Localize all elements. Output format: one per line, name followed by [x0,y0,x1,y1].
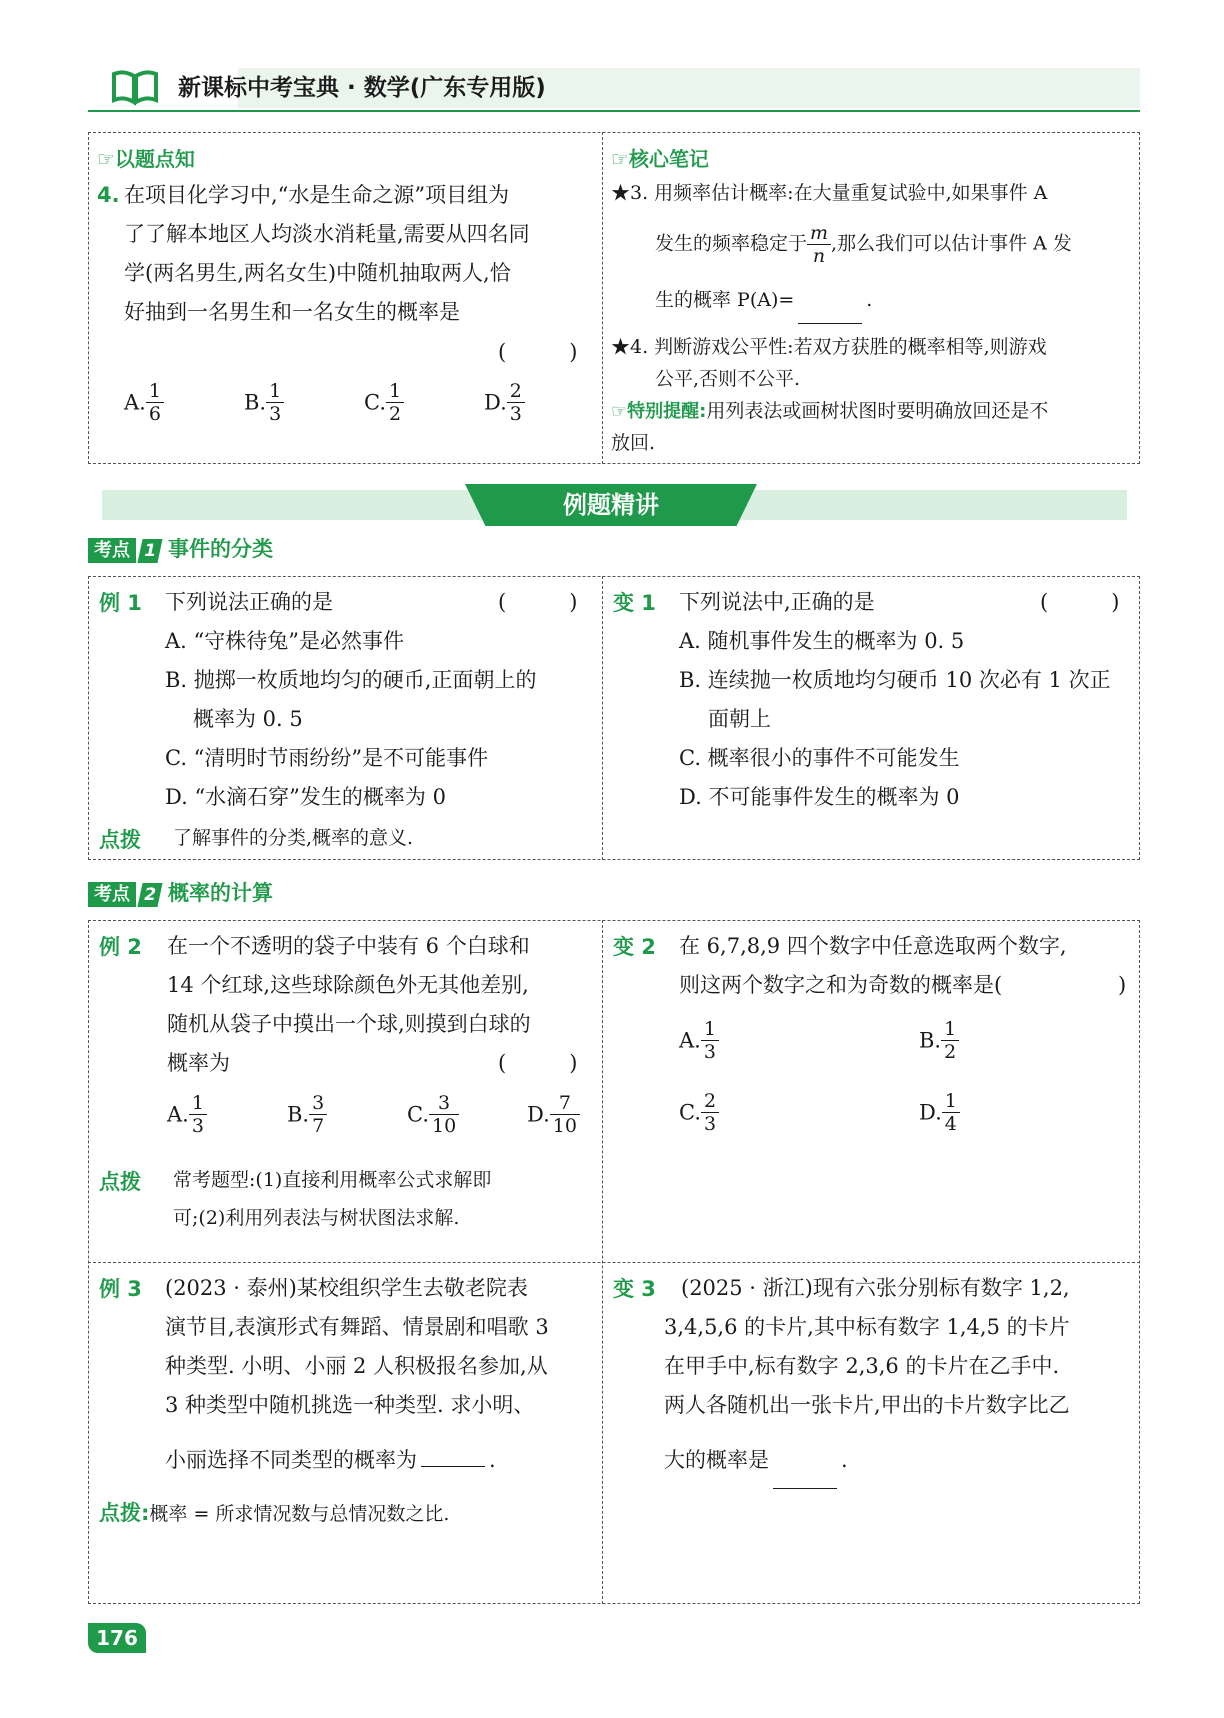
variant-line: (2025 · 浙江)现有六张分别标有数字 1,2, [681,1276,1070,1300]
example-tag: 例 2 [99,935,142,959]
note-text: 生的概率 P(A)= [655,289,795,311]
option-b [919,1018,959,1063]
variant-line: 3,4,5,6 的卡片,其中标有数字 1,4,5 的卡片 [664,1315,1070,1339]
variant-tag: 变 1 [613,591,656,615]
section-title: 事件的分类 [168,537,273,561]
example-line: 种类型. 小明、小丽 2 人积极报名参加,从 [165,1354,548,1378]
hint-text: 常考题型:(1)直接利用概率公式求解即 [173,1169,492,1191]
option-line: B. 抛掷一枚质地均匀的硬币,正面朝上的 [165,668,537,692]
denominator: 3 [191,1115,204,1137]
option-a [167,1092,207,1137]
option-d [527,1092,580,1137]
note-4-line: ★4. 判断游戏公平性:若双方获胜的概率相等,则游戏 [611,336,1047,358]
denominator: 2 [389,403,402,425]
denominator: 4 [944,1113,957,1135]
denominator: 3 [269,403,282,425]
example-line: 14 个红球,这些球除颜色外无其他差别, [167,973,529,997]
example-text: . [489,1448,496,1472]
question-4-line: 了了解本地区人均淡水消耗量,需要从四名同 [124,222,530,246]
answer-blank [421,1466,485,1467]
example-line: 3 种类型中随机挑选一种类型. 求小明、 [165,1393,535,1417]
denominator: 3 [509,403,522,425]
hint-text: 概率 = 所求情况数与总情况数之比. [149,1503,450,1525]
option-letter: C. [679,1100,701,1125]
option-line: 概率为 0. 5 [193,707,303,731]
hint-text: 了解事件的分类,概率的意义. [173,827,414,849]
note-3-line [655,283,872,317]
numerator: 2 [701,1090,719,1113]
hint-tag: 点拨 [99,828,141,852]
numerator: 1 [386,380,404,403]
variant-tag: 变 3 [613,1277,656,1301]
question-number: 4. [97,183,120,207]
answer-paren: ( ) [498,1051,578,1075]
book-title: 新课标中考宝典 · 数学(广东专用版) [178,75,546,101]
hint-tag: 点拨: [99,1501,150,1525]
note-text: . [866,289,873,311]
example-line: (2023 · 泰州)某校组织学生去敬老院表 [165,1276,528,1300]
box-divider [602,576,603,860]
note-text: 发生的频率稳定于 [655,232,808,255]
page-header [88,62,1140,112]
question-4-line: 好抽到一名男生和一名女生的概率是 [124,300,460,324]
option-d [484,380,525,425]
note-4-line: 公平,否则不公平. [655,368,801,390]
option-c [679,1090,719,1135]
hint-line [99,1496,449,1531]
variant-text: . [841,1448,848,1472]
variant-stem: 下列说法中,正确的是 [679,590,875,614]
section-title: 概率的计算 [168,881,273,905]
fraction [386,380,404,425]
numerator: 1 [189,1092,207,1115]
banner-title: 例题精讲 [563,491,659,519]
numerator: m [807,222,831,245]
example-text: 小丽选择不同类型的概率为 [165,1448,417,1472]
variant-line [664,1441,848,1479]
question-4-line: 学(两名男生,两名女生)中随机抽取两人,恰 [124,261,511,285]
hint-text: 可;(2)利用列表法与树状图法求解. [173,1207,460,1229]
note-3-line: ★3. 用频率估计概率:在大量重复试验中,如果事件 A [611,182,1048,204]
variant-tag: 变 2 [613,935,656,959]
variant-line: 两人各随机出一张卡片,甲出的卡片数字比乙 [664,1393,1070,1417]
option-line: B. 连续抛一枚质地均匀硬币 10 次必有 1 次正 [679,668,1111,692]
fraction [429,1092,459,1137]
section-heading-2 [88,877,273,907]
example-line: 概率为 [167,1051,230,1075]
option-line: A. “守株待兔”是必然事件 [165,629,404,653]
option-c [364,380,404,425]
question-4-line: 在项目化学习中,“水是生命之源”项目组为 [124,183,510,207]
option-line: D. 不可能事件发生的概率为 0 [679,785,960,809]
answer-paren: ( ) [1040,590,1120,614]
variant-line: 在 6,7,8,9 四个数字中任意选取两个数字, [679,934,1067,958]
example-line: 在一个不透明的袋子中装有 6 个白球和 [167,934,530,958]
denominator: 6 [148,403,161,425]
fraction [550,1092,580,1137]
denominator: n [812,245,826,267]
fraction [189,1092,207,1137]
option-a [679,1018,719,1063]
numerator: 1 [266,380,284,403]
page-number: 176 [88,1623,146,1653]
example-line: 演节目,表演形式有舞蹈、情景剧和唱歌 3 [165,1315,549,1339]
hint-tag: 点拨 [99,1170,141,1194]
option-letter: C. [364,390,386,415]
example-tag: 例 3 [99,1277,142,1301]
fraction [146,380,164,425]
note-3-line [655,222,1072,267]
option-a [124,380,164,425]
section-label-know: ☞以题点知 [97,147,195,171]
fraction-m-over-n [807,222,831,267]
tip-text: 用列表法或画树状图时要明确放回还是不 [706,400,1049,422]
option-line: A. 随机事件发生的概率为 0. 5 [679,629,965,653]
numerator: 3 [309,1092,327,1115]
section-label: 考点 [88,882,136,907]
option-line: C. “清明时节雨纷纷”是不可能事件 [165,746,489,770]
option-b [287,1092,327,1137]
section-heading-1 [88,533,273,563]
fraction [942,1090,960,1135]
section-number: 2 [137,883,162,907]
option-letter: A. [167,1102,189,1127]
example-tag: 例 1 [99,591,142,615]
numerator: 1 [146,380,164,403]
variant-line: 则这两个数字之和为奇数的概率是( [679,973,1003,997]
fraction [701,1018,719,1063]
answer-blank [773,1488,837,1489]
option-line: D. “水滴石穿”发生的概率为 0 [165,785,446,809]
fraction [266,380,284,425]
tip-line: 放回. [611,432,656,454]
option-d [919,1090,960,1135]
option-line: 面朝上 [708,707,771,731]
answer-paren: ( ) [498,340,578,364]
denominator: 7 [312,1115,325,1137]
fraction [507,380,525,425]
denominator: 3 [703,1041,716,1063]
numerator: 7 [550,1092,580,1115]
option-letter: A. [124,390,146,415]
numerator: 1 [941,1018,959,1041]
open-book-icon [110,66,160,106]
denominator: 10 [552,1115,577,1137]
example-line [165,1441,496,1479]
option-letter: D. [527,1102,550,1127]
option-letter: C. [407,1102,429,1127]
tip-line [611,394,1048,429]
option-letter: D. [484,390,507,415]
variant-text: 大的概率是 [664,1448,769,1472]
variant-line: 在甲手中,标有数字 2,3,6 的卡片在乙手中. [664,1354,1060,1378]
top-box-divider [602,132,603,464]
numerator: 3 [429,1092,459,1115]
example-line: 随机从袋子中摸出一个球,则摸到白球的 [167,1012,531,1036]
answer-paren: ( ) [498,590,578,614]
option-letter: A. [679,1028,701,1053]
option-letter: B. [287,1102,310,1127]
option-letter: D. [919,1100,942,1125]
denominator: 2 [944,1041,957,1063]
denominator: 3 [704,1113,717,1135]
section-number: 1 [137,539,162,563]
option-b [244,380,284,425]
option-letter: B. [919,1028,942,1053]
numerator: 1 [942,1090,960,1113]
tip-label: ☞特别提醒: [611,401,707,422]
option-line: C. 概率很小的事件不可能发生 [679,746,960,770]
option-letter: B. [244,390,267,415]
denominator: 10 [432,1115,457,1137]
example-stem: 下列说法正确的是 [165,590,333,614]
numerator: 1 [701,1018,719,1041]
box-row-divider [88,1262,1140,1263]
option-c [407,1092,459,1137]
section-label: 考点 [88,538,136,563]
numerator: 2 [507,380,525,403]
section-label-notes: ☞核心笔记 [611,147,709,171]
fraction [941,1018,959,1063]
fraction [701,1090,719,1135]
fraction [309,1092,327,1137]
answer-paren-end: ) [1118,973,1127,997]
answer-blank [798,323,862,324]
note-text: ,那么我们可以估计事件 A 发 [831,232,1072,255]
